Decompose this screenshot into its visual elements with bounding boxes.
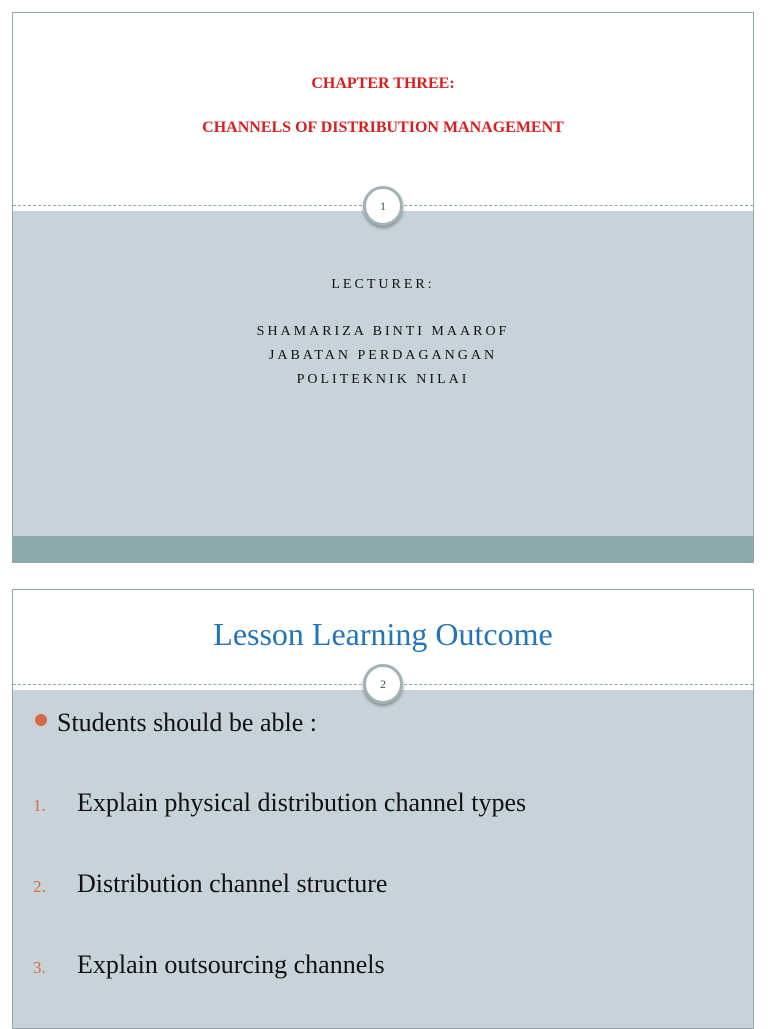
intro-bullet xyxy=(35,708,317,738)
outcome-text: Explain physical distribution channel types xyxy=(77,788,527,817)
bullet-dot-icon xyxy=(35,714,47,726)
outcome-number: 1. xyxy=(33,796,46,815)
lecturer-label: LECTURER: xyxy=(331,277,435,292)
slide-number-badge: 1 xyxy=(363,186,403,226)
outcome-text: Explain outsourcing channels xyxy=(77,950,385,979)
outcome-item xyxy=(33,788,526,818)
lecturer-name: SHAMARIZA BINTI MAAROF xyxy=(256,324,510,339)
slide-title: Lesson Learning Outcome xyxy=(213,616,553,652)
lecturer-department: JABATAN PERDAGANGAN xyxy=(268,348,498,363)
outcome-item xyxy=(33,869,387,899)
outcome-number: 3. xyxy=(33,958,46,977)
slide-footer-band xyxy=(13,536,753,562)
slide-2 xyxy=(12,589,754,1029)
slide-title-area xyxy=(13,13,753,205)
lecturer-institution: POLITEKNIK NILAI xyxy=(296,372,470,387)
outcome-item xyxy=(33,950,385,980)
chapter-title: CHAPTER THREE: xyxy=(311,75,455,92)
slide-number-badge: 2 xyxy=(363,664,403,704)
outcome-number: 2. xyxy=(33,877,46,896)
chapter-subtitle: CHANNELS OF DISTRIBUTION MANAGEMENT xyxy=(202,119,564,136)
slide-1 xyxy=(12,12,754,563)
outcome-text: Distribution channel structure xyxy=(77,869,388,898)
intro-text: Students should be able : xyxy=(57,708,317,737)
